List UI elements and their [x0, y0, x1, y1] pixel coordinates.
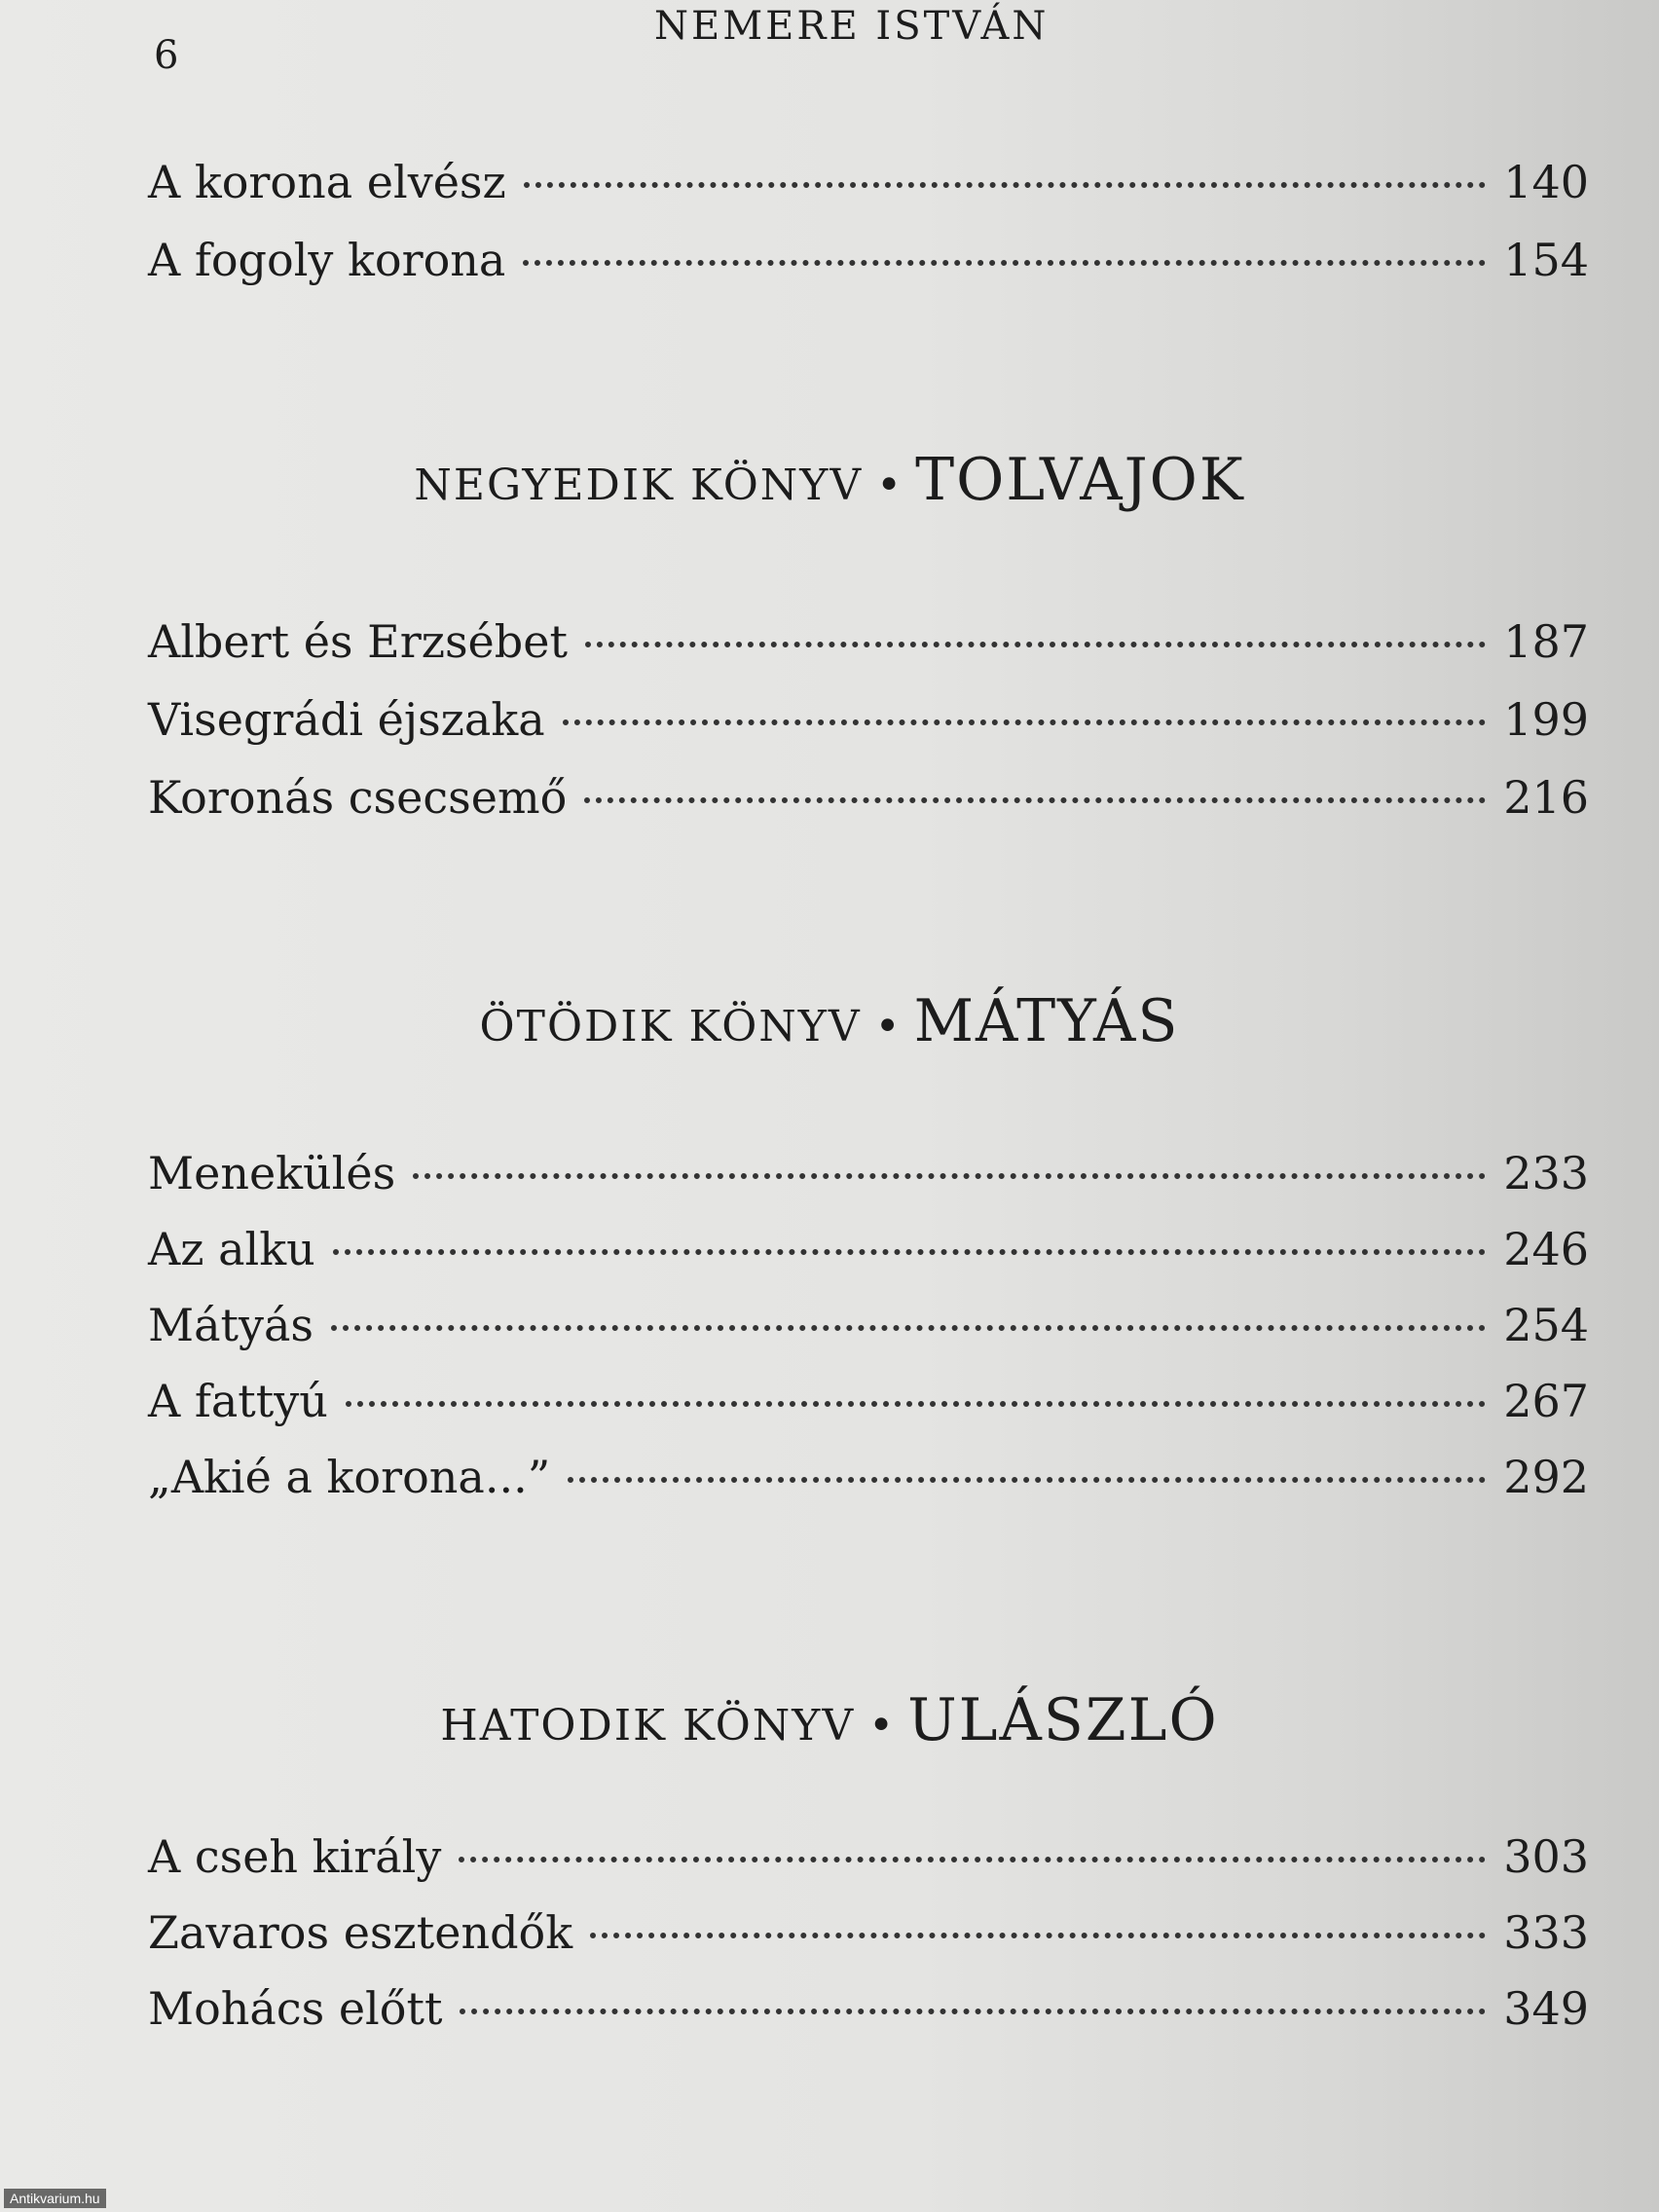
bullet-separator: • [874, 1002, 901, 1051]
toc-entry-page: 303 [1503, 1830, 1589, 1883]
dot-leader [568, 1477, 1486, 1483]
toc-entry [148, 1451, 1589, 1513]
toc-entry-page: 246 [1503, 1223, 1589, 1275]
toc-entry [148, 1906, 1589, 1969]
toc-entry [148, 1375, 1589, 1437]
bullet-separator: • [876, 461, 903, 510]
toc-entry-title: Az alku [148, 1223, 315, 1275]
toc-entry-title: Mátyás [148, 1299, 314, 1351]
dot-leader [346, 1401, 1486, 1407]
toc-entry-page: 333 [1503, 1906, 1589, 1959]
section-heading [0, 446, 1659, 514]
section-prefix: ÖTÖDIK KÖNYV [479, 1002, 862, 1051]
toc-entry-page: 216 [1503, 771, 1589, 824]
toc-entry-page: 187 [1503, 615, 1589, 668]
dot-leader [590, 1933, 1486, 1938]
toc-entry-page: 349 [1503, 1982, 1589, 2035]
toc-entry [148, 234, 1589, 296]
section-heading [0, 1686, 1659, 1754]
section-title: ULÁSZLÓ [907, 1686, 1219, 1754]
bullet-separator: • [868, 1701, 895, 1751]
dot-leader [331, 1325, 1486, 1331]
toc-entry-page: 154 [1503, 234, 1589, 286]
toc-entry-page: 140 [1503, 156, 1589, 208]
section-prefix: NEGYEDIK KÖNYV [414, 461, 864, 510]
toc-entry [148, 156, 1589, 218]
page-number: 6 [154, 33, 179, 78]
dot-leader [459, 1857, 1486, 1862]
dot-leader [585, 642, 1486, 647]
toc-entry [148, 1830, 1589, 1893]
toc-entry-page: 267 [1503, 1375, 1589, 1427]
section-title: TOLVAJOK [915, 446, 1245, 514]
toc-entry [148, 615, 1589, 678]
toc-entry [148, 1982, 1589, 2045]
toc-entry [148, 1223, 1589, 1285]
toc-entry-page: 254 [1503, 1299, 1589, 1351]
toc-entry-title: Albert és Erzsébet [148, 615, 568, 668]
toc-entry [148, 1147, 1589, 1209]
toc-entry-page: 233 [1503, 1147, 1589, 1199]
dot-leader [460, 2009, 1486, 2014]
toc-entry-title: A fogoly korona [148, 234, 506, 286]
toc-entry-title: Mohács előtt [148, 1982, 443, 2035]
dot-leader [563, 719, 1487, 725]
dot-leader [523, 260, 1486, 266]
running-head: NEMERE ISTVÁN [654, 4, 1050, 49]
section-prefix: HATODIK KÖNYV [440, 1701, 856, 1751]
toc-entry-title: Menekülés [148, 1147, 396, 1199]
toc-entry-page: 292 [1503, 1451, 1589, 1503]
toc-entry-title: „Akié a korona...” [148, 1451, 551, 1503]
toc-entry-title: Koronás csecsemő [148, 771, 568, 824]
toc-entry [148, 1299, 1589, 1361]
toc-entry-title: A fattyú [148, 1375, 328, 1427]
dot-leader [584, 797, 1486, 803]
toc-entry-title: A korona elvész [148, 156, 506, 208]
dot-leader [413, 1173, 1486, 1179]
toc-entry [148, 771, 1589, 833]
watermark-label: Antikvarium.hu [4, 2189, 106, 2208]
toc-entry [148, 693, 1589, 756]
section-title: MÁTYÁS [913, 987, 1180, 1055]
dot-leader [524, 182, 1486, 188]
toc-entry-title: Zavaros esztendők [148, 1906, 573, 1959]
dot-leader [333, 1249, 1486, 1255]
section-heading [0, 987, 1659, 1055]
toc-entry-page: 199 [1503, 693, 1589, 746]
toc-entry-title: Visegrádi éjszaka [148, 693, 545, 746]
toc-entry-title: A cseh király [148, 1830, 442, 1883]
